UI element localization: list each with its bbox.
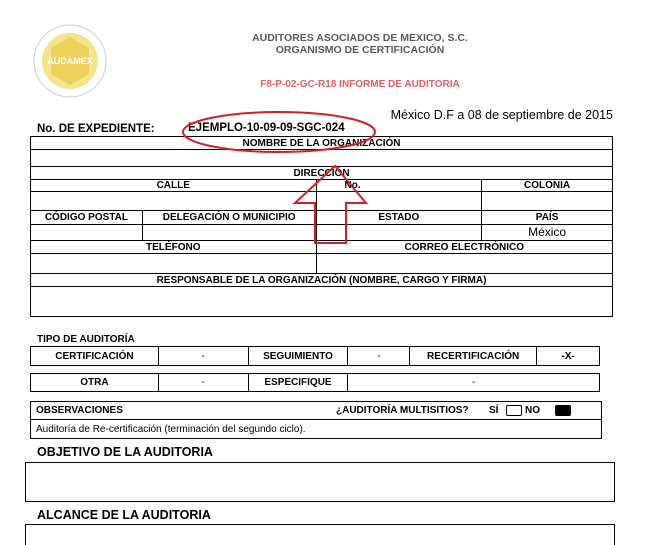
recertificacion-value: -X- (537, 347, 600, 366)
seguimiento-label: SEGUIMIENTO (248, 347, 348, 366)
observaciones-text: Auditoría de Re-certificación (terminación del segundo ciclo). (36, 424, 306, 435)
expediente-label: No. DE EXPEDIENTE: (37, 123, 155, 135)
colonia-value (482, 192, 613, 211)
date-line: México D.F a 08 de septiembre de 2015 (390, 108, 613, 122)
audamex-logo (30, 18, 110, 104)
otra-label: OTRA (31, 374, 159, 392)
multisitios-label: ¿AUDITORÍA MULTISITIOS? (336, 405, 469, 416)
expediente-value: EJEMPLO-10-09-09-SGC-024 (188, 122, 345, 134)
delegacion-value (142, 225, 316, 241)
observaciones-label: OBSERVACIONES (36, 405, 123, 416)
calle-value (31, 192, 317, 211)
estado-header: ESTADO (316, 211, 482, 225)
no-label: NO (525, 405, 540, 416)
cp-header: CÓDIGO POSTAL (31, 211, 143, 225)
seguimiento-value: - (348, 347, 410, 366)
alcance-box (25, 524, 615, 545)
responsable-header: RESPONSABLE DE LA ORGANIZACIÓN (NOMBRE, CARGO Y FIRMA) (31, 274, 613, 287)
responsable-value (31, 287, 613, 317)
especifique-value: - (348, 374, 600, 392)
no-header: No. (316, 180, 482, 192)
si-label: SÍ (489, 405, 499, 416)
pais-header: PAÍS (482, 211, 613, 225)
objetivo-title: OBJETIVO DE LA AUDITORIA (37, 445, 213, 459)
colonia-header: COLONIA (482, 180, 613, 192)
correo-value (316, 254, 612, 274)
certificacion-label: CERTIFICACIÓN (31, 347, 159, 366)
recertificacion-label: RECERTIFICACIÓN (410, 347, 537, 366)
certificacion-value: - (158, 347, 248, 366)
delegacion-header: DELEGACIÓN O MUNICIPIO (142, 211, 316, 225)
calle-header: CALLE (31, 180, 317, 192)
org-subtitle: ORGANISMO DE CERTIFICACIÓN (275, 44, 445, 56)
alcance-title: ALCANCE DE LA AUDITORIA (37, 508, 211, 522)
direccion-header: DIRECCIÓN (31, 167, 613, 180)
nombre-header: NOMBRE DE LA ORGANIZACIÓN (31, 137, 613, 150)
objetivo-box (25, 462, 615, 502)
no-checkbox[interactable] (555, 405, 571, 416)
tipo-title: TIPO DE AUDITORÍA (37, 334, 135, 345)
pais-value: México (482, 225, 613, 241)
no-value (316, 192, 482, 211)
observaciones-box (30, 401, 602, 439)
si-checkbox[interactable] (506, 405, 522, 416)
org-name: AUDITORES ASOCIADOS DE MEXICO, S.C. (252, 32, 468, 44)
cp-value (31, 225, 143, 241)
audit-type-table (30, 346, 600, 392)
otra-value: - (158, 374, 248, 392)
telefono-header: TELÉFONO (31, 241, 317, 254)
organization-table (30, 136, 613, 317)
correo-header: CORREO ELECTRÓNICO (316, 241, 612, 254)
form-code: F8-P-02-GC-R18 INFORME DE AUDITORIA (260, 79, 460, 90)
especifique-label: ESPECIFIQUE (248, 374, 348, 392)
nombre-value (31, 150, 613, 167)
logo-text: AUDAMEX (47, 56, 93, 66)
telefono-value (31, 254, 317, 274)
estado-value (316, 225, 482, 241)
